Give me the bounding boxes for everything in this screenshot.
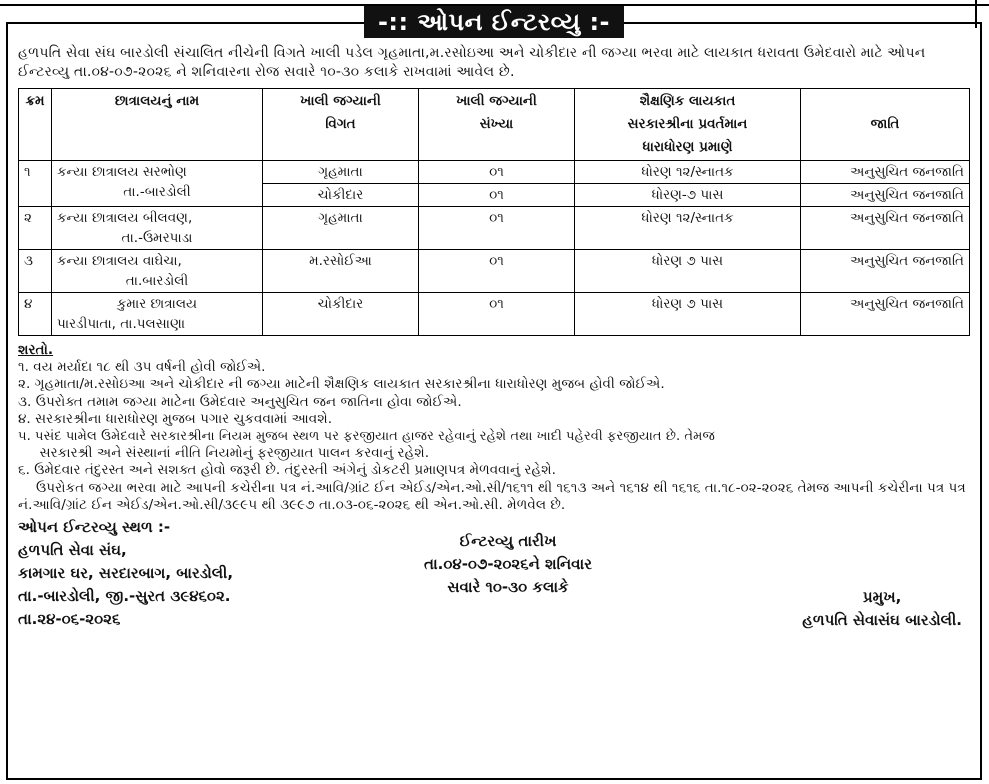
row-count: ૦૧ — [419, 184, 575, 207]
row-post: ગૃહમાતા — [263, 207, 419, 250]
notice-frame — [6, 8, 982, 780]
signature-block — [802, 586, 962, 632]
header-qualification: શૈક્ષણિક લાયકાત સરકારશ્રીના પ્રવર્તમાન ધારાધોરણ પ્રમાણે — [575, 89, 801, 161]
term-item: ૬. ઉમેદવાર તંદુરસ્ત અને સશક્ત હોવો જરૂરી છે. તંદુરસ્તી અંગેનું ડોકટરી પ્રમાણપત્ર મેળવવાનું રહેશે. — [18, 462, 556, 479]
interview-date-block — [388, 530, 628, 599]
header-sn: ક્રમ — [19, 89, 52, 161]
row-post: ચોકીદાર — [263, 184, 419, 207]
interview-date-heading: ઈન્ટરવ્યુ તારીખ — [459, 532, 557, 551]
interview-time: સવારે ૧૦-૩૦ કલાકે — [447, 578, 569, 597]
row-sn: ૨ — [19, 207, 52, 250]
row-caste: અનુસુચિત જનજાતિ — [801, 184, 970, 207]
row-qualification: ધોરણ ૧૨/સ્નાતક — [575, 207, 801, 250]
row-caste: અનુસુચિત જનજાતિ — [801, 293, 970, 336]
table-row — [19, 250, 970, 293]
term-item: ૩. ઉપરોક્ત તમામ જગ્યા માટેના ઉમેદવાર અનુસુચિત જન જાતિના હોવા જોઈએ. — [18, 393, 462, 410]
row-caste: અનુસુચિત જનજાતિ — [801, 250, 970, 293]
interview-date: તા.૦૪-૦૭-૨૦૨૬ને શનિવાર — [424, 555, 592, 574]
row-hostel-name: કન્યા છાત્રાલય સરભોણ તા.-બારડોલી — [52, 161, 263, 207]
table-row — [19, 293, 970, 336]
term-item: ૨. ગૃહમાતા/મ.રસોઇઆ અને ચોકીદાર ની જગ્યા માટેની શૈક્ષણિક લાયકાત સરકારશ્રીના ધારાધોરણ મુજબ હોવી જોઈએ. — [18, 376, 665, 393]
row-count: ૦૧ — [419, 161, 575, 184]
notice-date: તા.૨૪-૦૬-૨૦૨૬ — [18, 610, 121, 629]
signatory-title: પ્રમુખ, — [862, 588, 902, 607]
row-count: ૦૧ — [419, 207, 575, 250]
table-row — [19, 161, 970, 184]
header-post: ખાલી જગ્યાની વિગત — [263, 89, 419, 161]
term-item: સરકારશ્રી અને સંસ્થાનાં નીતિ નિયમોનું ફરજીયાત પાલન કરવાનું રહેશે. — [18, 445, 430, 462]
venue-block — [18, 516, 233, 631]
venue-heading: ઓપન ઈન્ટરવ્યુ સ્થળ :- — [18, 518, 171, 537]
row-post: ચોકીદાર — [263, 293, 419, 336]
row-hostel-name: કન્યા છાત્રાલય બીલવણ, તા.-ઉમરપાડા — [52, 207, 263, 250]
term-item: ૫. પસંદ પામેલ ઉમેદવારે સરકારશ્રીના નિયમ મુજબ સ્થળ પર ફરજીયાત હાજર રહેવાનું રહેશે તથા ખાદી પહેરવી ફરજીયાત છે. તેમજ — [18, 429, 715, 445]
row-hostel-name: કન્યા છાત્રાલય વાઘેચા, તા.બારડોલી — [52, 250, 263, 293]
header-count: ખાલી જગ્યાની સંખ્યા — [419, 89, 575, 161]
row-post: મ.રસોઈઆ — [263, 250, 419, 293]
row-hostel-name: કુમાર છાત્રાલય પારડીપાતા, તા.પલસાણા — [52, 293, 263, 336]
intro-paragraph: હળપતિ સેવા સંઘ બારડોલી સંચાલિત નીચેની વિગતે ખાલી પડેલ ગૃહમાતા,મ.રસોઇઆ અને ચોકીદાર ની જગ્યા ભરવા માટે લાયકાત ધરાવતા ઉમેદવારો માટે ઓપન ઈન્ટરવ્યુ તા.૦૪-૦૭-૨૦૨૬ ને શનિવારના રોજ સવારે ૧૦-૩૦ કલાકે રાખવામાં આવેલ છે. — [18, 45, 926, 80]
footer — [18, 516, 970, 636]
row-qualification: ધોરણ ૧૨/સ્નાતક — [575, 161, 801, 184]
term-item: ૪. સરકારશ્રીના ધારાધોરણ મુજબ પગાર ચુકવવામાં આવશે. — [18, 410, 333, 427]
row-sn: ૧ — [19, 161, 52, 207]
row-qualification: ધોરણ ૭ પાસ — [575, 250, 801, 293]
table-header-row — [19, 89, 970, 161]
header-hostel-name: છાત્રાલયનું નામ — [52, 89, 263, 161]
header-caste: જાતિ — [801, 89, 970, 161]
vacancy-table — [18, 88, 970, 336]
venue-org: હળપતિ સેવા સંઘ, — [18, 541, 127, 560]
row-caste: અનુસુચિત જનજાતિ — [801, 207, 970, 250]
row-count: ૦૧ — [419, 293, 575, 336]
row-qualification: ધોરણ ૭ પાસ — [575, 293, 801, 336]
noc-note: ઉપરોકત જગ્યા ભરવા માટે આપની કચેરીના પત્ર નં.આવિ/ગ્રાંટ ઈન એઈડ/એન.ઓ.સી/૧૬૧૧ થી ૧૬૧૩ અને ૧૬૧૪ થી ૧૬૧૬ તા.૧૮-૦૨-૨૦૨૬ તેમજ આપની કચેરીના પત્ર પત્ર નં.આવિ/ગ્રાંટ ઈન એઈડ/એન.ઓ.સી/૩૯૯૫ થી ૩૯૯૭ તા.૦૩-૦૬-૨૦૨૬ થી એન.ઓ.સી. મેળવેલ છે. — [18, 479, 966, 513]
row-sn: ૩ — [19, 250, 52, 293]
venue-district: તા.-બારડોલી, જી.-સુરત ૩૯૪૬૦૨. — [18, 587, 231, 606]
title-wrap — [18, 6, 970, 40]
row-count: ૦૧ — [419, 250, 575, 293]
table-row — [19, 207, 970, 250]
terms-section — [18, 342, 970, 514]
row-caste: અનુસુચિત જનજાતિ — [801, 161, 970, 184]
notice-title: -:: ઓપન ઈન્ટરવ્યુ :- — [364, 6, 624, 38]
signatory-org: હળપતિ સેવાસંઘ બારડોલી. — [802, 611, 962, 630]
row-post: ગૃહમાતા — [263, 161, 419, 184]
venue-address: કામગાર ઘર, સરદારબાગ, બારડોલી, — [18, 564, 234, 583]
term-item: ૧. વય મર્યાદા ૧૮ થી ૩૫ વર્ષની હોવી જોઈએ. — [18, 359, 266, 376]
row-qualification: ધોરણ-૭ પાસ — [575, 184, 801, 207]
row-sn: ૪ — [19, 293, 52, 336]
terms-heading: શરતો. — [18, 342, 54, 358]
